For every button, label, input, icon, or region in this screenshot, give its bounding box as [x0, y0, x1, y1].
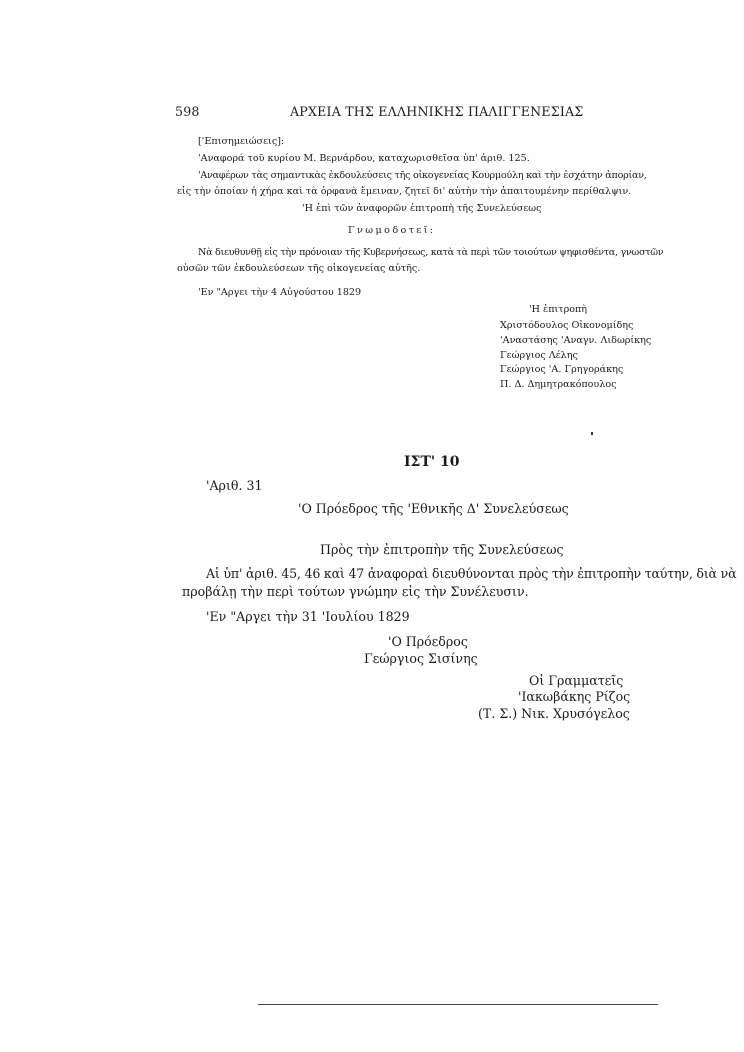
doc2-recipient: Πρὸς τὴν ἐπιτροπὴν τῆς Συνελεύσεως [320, 542, 564, 557]
signature-line: 'Αναστάσης 'Αναγν. Λιδωρίκης [500, 335, 652, 346]
committee-line: 'Η ἐπὶ τῶν ἀναφορῶν ἐπιτροπὴ τῆς Συνελεύσεως [302, 203, 542, 214]
running-title: ΑΡΧΕΙΑ ΤΗΣ ΕΛΛΗΝΙΚΗΣ ΠΑΛΙΓΓΕΝΕΣΙΑΣ [290, 104, 584, 119]
doc1-date: 'Εν "Αργει τὴν 4 Αὐγούστου 1829 [198, 287, 362, 298]
signature-line: Γεώργιος 'Α. Γρηγοράκης [500, 364, 624, 375]
doc1-body-line-1: 'Αναφέρων τὰς σημαντικὰς ἐκδουλεύσεις τῆς οἰκογενείας Κουρμούλη καὶ τὴν ἐσχάτην ἀπορίαν, [198, 170, 647, 181]
president-title: 'Ο Πρόεδρος [388, 634, 468, 649]
doc2-body-line-2: προβάλῃ τὴν περὶ τούτων γνώμην εἰς τὴν Συνέλευσιν. [182, 584, 529, 599]
secretary-name: 'Ιακωβάκης Ρίζος [518, 689, 631, 704]
section-number: ΙΣΤ' 10 [404, 454, 460, 470]
opinion-line-2: οὐσῶν τῶν ἐκδουλεύσεων τῆς οἰκογενείας αὐτῆς. [177, 263, 421, 274]
secretary-name: (Τ. Σ.) Νικ. Χρυσόγελος [478, 706, 630, 721]
doc2-body-line-1: Αἱ ὑπ' ἀριθ. 45, 46 καὶ 47 ἀναφοραὶ διευθύνονται πρὸς τὴν ἐπιτροπὴν ταύτην, διὰ νὰ [206, 566, 737, 581]
doc2-sender: 'Ο Πρόεδρος τῆς 'Εθνικῆς Δ' Συνελεύσεως [298, 501, 569, 516]
notes-label: ['Επισημειώσεις]: [198, 136, 285, 147]
opinion-line-1: Νὰ διευθυνθῇ εἰς τὴν πρόνοιαν τῆς Κυβερνήσεως, κατὰ τὰ περὶ τῶν τοιούτων ψηφισθέντα, γνωστῶν [198, 247, 664, 258]
doc1-body-line-2: εἰς τὴν ὁποίαν ἡ χήρα καὶ τὰ ὀρφανὰ ἔμειναν, ζητεῖ δι' αὐτὴν τὴν ἀπαιτουμένην περίθαλψιν. [177, 186, 632, 197]
scan-edge-line [258, 1004, 658, 1005]
signature-committee: 'Η ἐπιτροπὴ [529, 304, 588, 315]
speck-mark [591, 432, 593, 435]
signature-line: Χριστόδουλος Οἰκονομίδης [500, 320, 634, 331]
secretaries-title: Οἱ Γραμματεῖς [529, 673, 624, 688]
signature-line: Π. Δ. Δημητρακόπουλος [500, 379, 617, 390]
doc2-date: 'Εν "Αργει τὴν 31 'Ιουλίου 1829 [206, 609, 410, 624]
signature-line: Γεώργιος Λέλης [500, 350, 578, 361]
doc2-arith: 'Αριθ. 31 [206, 478, 263, 493]
page-number: 598 [175, 104, 200, 119]
opinion-heading: Γνωμοδοτεῖ: [348, 225, 436, 236]
president-name: Γεώργιος Σισίνης [364, 651, 478, 666]
note-line: 'Αναφορά τοῦ κυρίου Μ. Βερνάρδου, καταχωρισθεῖσα ὑπ' ἀριθ. 125. [198, 153, 530, 164]
